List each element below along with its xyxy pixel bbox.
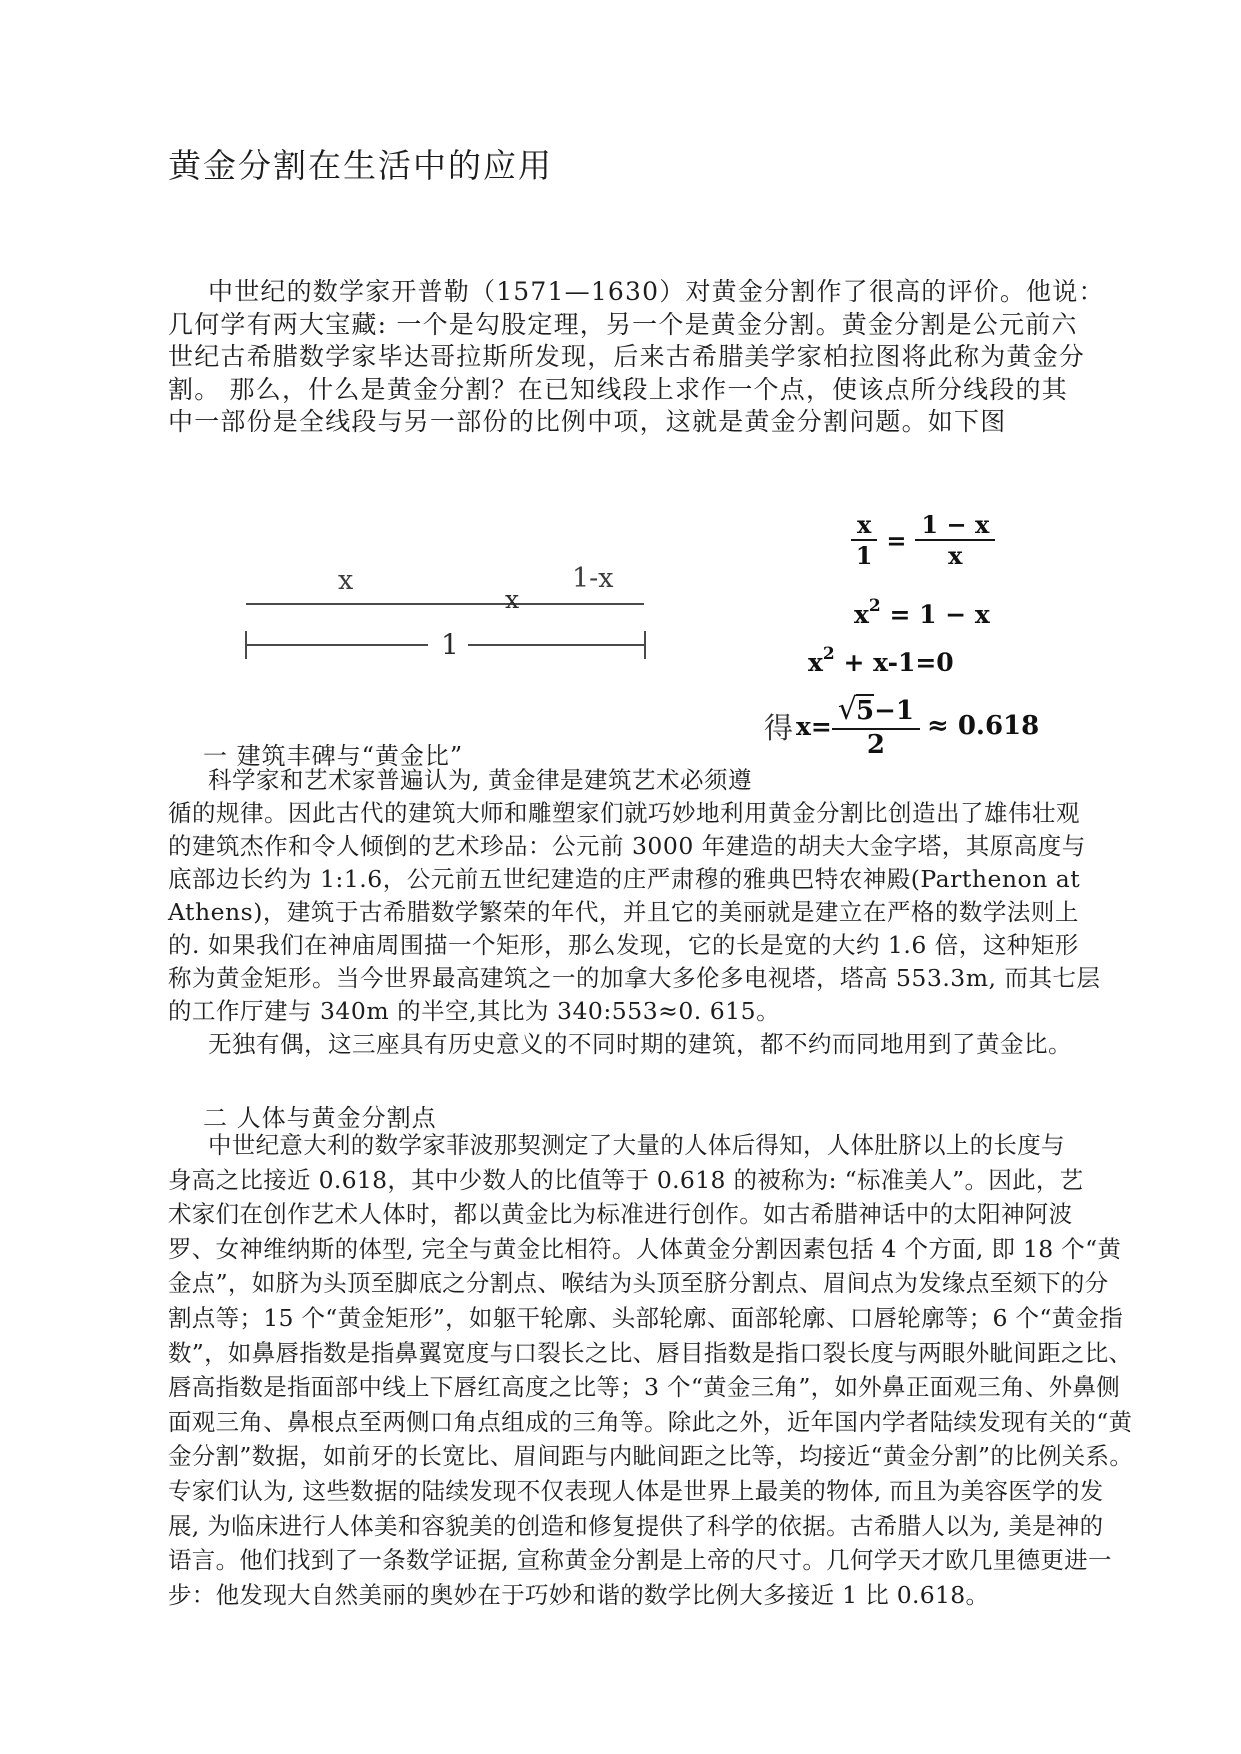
exponent: 2 <box>822 644 835 664</box>
text-line: 科学家和艺术家普遍认为, 黄金律是建筑艺术必须遵 <box>208 766 752 794</box>
text-line: 的建筑杰作和令人倾倒的艺术珍品：公元前 3000 年建造的胡夫大金字塔，其原高度与 <box>168 832 1086 860</box>
text-line: 称为黄金矩形。当今世界最高建筑之一的加拿大多伦多电视塔，塔高 553.3m, 而其七层 <box>168 964 1101 992</box>
eq-term: x <box>808 648 823 677</box>
denominator: x <box>948 541 963 571</box>
segment-label-1-minus-x: 1-x <box>572 563 614 594</box>
text-line: 循的规律。因此古代的建筑大师和雕塑家们就巧妙地利用黄金分割比创造出了雄伟壮观 <box>168 799 1080 827</box>
text-line: 金点”，如脐为头顶至脚底之分割点、喉结为头顶至脐分割点、眉间点为发缘点至颏下的分 <box>168 1269 1109 1298</box>
text-line: 唇高指数是指面部中线上下唇红高度之比等；3 个“黄金三角”，如外鼻正面观三角、外鼻侧 <box>168 1373 1121 1402</box>
measure-tick-right <box>644 631 646 659</box>
document-title: 黄金分割在生活中的应用 <box>168 146 553 185</box>
equation-x-squared <box>854 596 990 629</box>
text-line: 的. 如果我们在神庙周围描一个矩形，那么发现，它的长是宽的大约 1.6 倍，这种矩形 <box>168 931 1079 959</box>
eq-term: + x-1=0 <box>834 648 954 677</box>
eq-term: x <box>854 600 869 629</box>
approx-value: ≈ 0.618 <box>926 711 1040 742</box>
text-line: 底部边长约为 1:1.6，公元前五世纪建造的庄严肃穆的雅典巴特农神殿(Parthenon at <box>168 865 1081 893</box>
text-line: 割点等；15 个“黄金矩形”，如躯干轮廓、头部轮廓、面部轮廓、口唇轮廓等；6 个“黄金指 <box>168 1303 1124 1332</box>
numerator: x <box>851 512 877 541</box>
measure-line-right <box>468 644 645 646</box>
measure-line-left <box>247 644 428 646</box>
equation-quadratic <box>808 644 954 677</box>
text-line: 数”，如鼻唇指数是指鼻翼宽度与口裂长之比、唇目指数是指口裂长度与两眼外眦间距之比、 <box>168 1338 1133 1367</box>
text-line: 面观三角、鼻根点至两侧口角点组成的三角等。除此之外，近年国内学者陆续发现有关的“黄 <box>168 1407 1133 1436</box>
text-line: 的工作厅建与 340m 的半空,其比为 340:553≈0. 615。 <box>168 997 781 1025</box>
fraction <box>851 510 877 571</box>
solution-prefix: 得 <box>764 710 794 745</box>
text-line: 中世纪意大利的数学家菲波那契测定了大量的人体后得知，人体肚脐以上的长度与 <box>208 1131 1065 1159</box>
text-line: 术家们在创作艺术人体时，都以黄金比为标准进行创作。如古希腊神话中的太阳神阿波 <box>168 1200 1073 1229</box>
section2-heading: 二 人体与黄金分割点 <box>203 1104 437 1132</box>
text-line: 中一部份是全线段与另一部份的比例中项，这就是黄金分割问题。如下图 <box>168 407 1007 437</box>
numerator: 1 − x <box>915 512 995 541</box>
section2-paragraph <box>168 1128 1134 1612</box>
exponent: 2 <box>868 596 881 616</box>
radicand: 5 <box>856 696 875 726</box>
denominator: 2 <box>866 729 885 760</box>
equals-sign: = <box>886 525 907 555</box>
radical-sign: √ <box>837 692 857 727</box>
text-line: 无独有偶，这三座具有历史意义的不同时期的建筑，都不约而同地用到了黄金比。 <box>208 1030 1072 1058</box>
text-line: 专家们认为, 这些数据的陆续发现不仅表现人体是世界上最美的物体, 而且为美容医学的发 <box>168 1476 1104 1505</box>
text-line: 展, 为临床进行人体美和容貌美的创造和修复提供了科学的依据。古希腊人以为, 美是神的 <box>168 1511 1104 1540</box>
section1-heading: 一 建筑丰碑与“黄金比” <box>203 742 464 770</box>
segment-line <box>246 603 644 605</box>
intro-paragraph <box>168 276 1105 439</box>
fraction <box>915 510 995 571</box>
text-line: 语言。他们找到了一条数学证据, 宣称黄金分割是上帝的尺寸。几何学天才欧几里德更进一 <box>168 1546 1112 1575</box>
measure-total-label: 1 <box>441 628 459 661</box>
text-line: 步：他发现大自然美丽的奥妙在于巧妙和谐的数学比例大多接近 1 比 0.618。 <box>168 1580 990 1609</box>
text-line: 世纪古希腊数学家毕达哥拉斯所发现，后来古希腊美学家柏拉图将此称为黄金分 <box>168 342 1086 372</box>
eq-term: = 1 − x <box>880 600 990 629</box>
text-line: 中世纪的数学家开普勒（1571—1630）对黄金分割作了很高的评价。他说： <box>208 277 1105 306</box>
fraction <box>832 694 920 759</box>
eq-term: −1 <box>874 696 914 726</box>
equation-solution <box>764 694 1039 759</box>
segment-division-point-label: x <box>505 585 520 614</box>
section1-paragraph <box>168 764 1108 1061</box>
text-line: Athens)，建筑于古希腊数学繁荣的年代，并且它的美丽就是建立在严格的数学法则上 <box>168 898 1079 926</box>
text-line: 几何学有两大宝藏: 一个是勾股定理，另一个是黄金分割。黄金分割是公元前六 <box>168 309 1078 339</box>
text-line: 身高之比接近 0.618，其中少数人的比值等于 0.618 的被称为: “标准美人”。因此，艺 <box>168 1165 1084 1194</box>
numerator <box>832 694 920 730</box>
text-line: 割。 那么，什么是黄金分割？在已知线段上求作一个点，使该点所分线段的其 <box>168 374 1068 404</box>
equation-ratio <box>851 510 995 571</box>
text-line: 金分割”数据，如前牙的长宽比、眉间距与内眦间距之比等，均接近“黄金分割”的比例关系。 <box>168 1442 1134 1471</box>
denominator: 1 <box>855 541 873 571</box>
eq-term: x= <box>796 711 832 741</box>
segment-label-x: x <box>338 565 354 596</box>
text-line: 罗、女神维纳斯的体型, 完全与黄金比相符。人体黄金分割因素包括 4 个方面, 即 18 个“黄 <box>168 1234 1122 1263</box>
